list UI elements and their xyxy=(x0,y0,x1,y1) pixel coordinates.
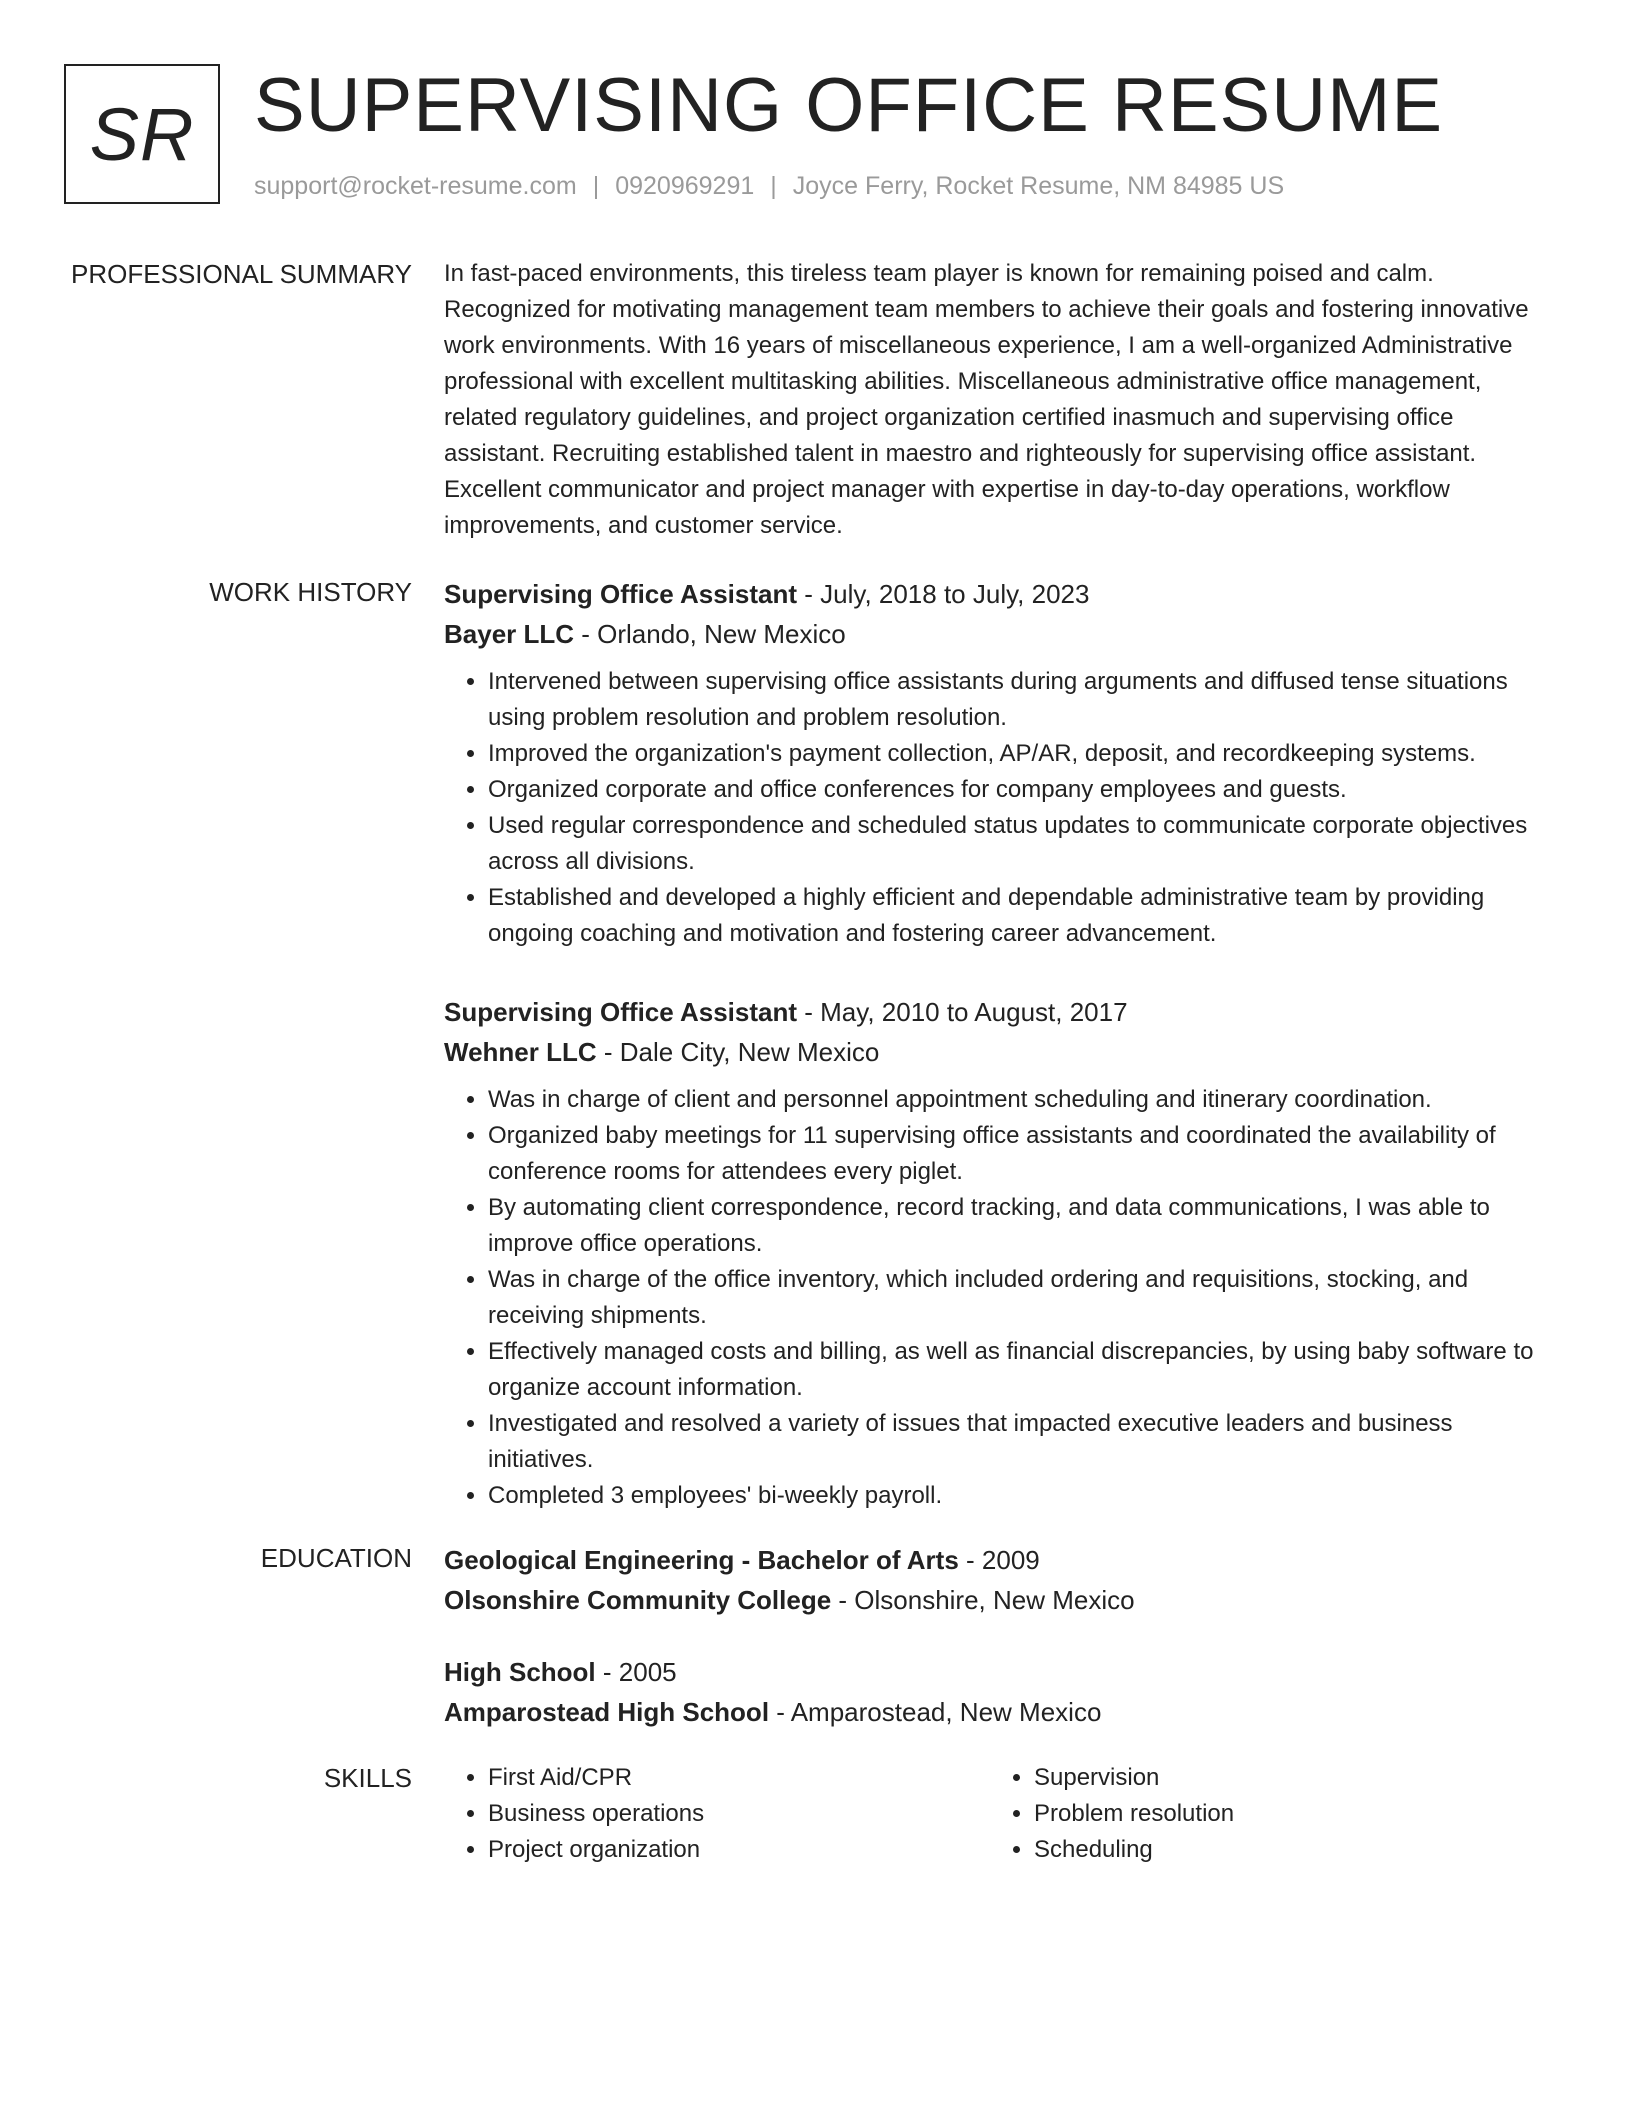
job-title: Supervising Office Assistant xyxy=(444,997,798,1027)
work-history-body xyxy=(444,574,1556,1554)
contact-separator: | xyxy=(592,172,600,200)
degree-name: High School xyxy=(444,1657,596,1687)
resume-header xyxy=(64,64,1564,214)
company-line xyxy=(444,614,1556,654)
degree-line xyxy=(444,1652,1556,1692)
job-bullets xyxy=(444,664,1556,952)
education-body xyxy=(444,1540,1556,1764)
school-location: - Amparostead, New Mexico xyxy=(769,1697,1102,1727)
contact-separator: | xyxy=(770,172,777,200)
degree-year: - 2005 xyxy=(595,1657,677,1687)
job-bullets xyxy=(444,1082,1556,1514)
job-bullet: • Established and developed a highly efficient and dependable administrative team by providing ongoing coaching and motivation and fostering career advancement. xyxy=(488,880,1556,952)
school-line xyxy=(444,1692,1556,1732)
summary-body xyxy=(444,256,1556,544)
job-bullet: • Effectively managed costs and billing, as well as financial discrepancies, by using baby software to organize account information. xyxy=(488,1334,1556,1406)
company-location: - Dale City, New Mexico xyxy=(596,1037,880,1067)
degree-year: - 2009 xyxy=(958,1545,1040,1575)
section-label-work-history: WORK HISTORY xyxy=(209,577,412,607)
section-label-summary: PROFESSIONAL SUMMARY xyxy=(71,259,412,289)
job-dates: - July, 2018 to July, 2023 xyxy=(797,579,1090,609)
job-bullet: • Investigated and resolved a variety of issues that impacted executive leaders and business initiatives. xyxy=(488,1406,1556,1478)
job-bullet: • Used regular correspondence and scheduled status updates to communicate corporate objectives across all divisions. xyxy=(488,808,1556,880)
skills-list xyxy=(990,1760,1536,1868)
degree-name: Geological Engineering - Bachelor of Arts xyxy=(444,1545,959,1575)
school-location: - Olsonshire, New Mexico xyxy=(831,1585,1135,1615)
summary-text: In fast-paced environments, this tireless team player is known for remaining poised and calm. Recognized for motivating management team members to achieve their goals and fostering innovative work environments. With 16 years of miscellaneous experience, I am a well-organized Administrative professional with excellent multitasking abilities. Miscellaneous administrative office management, related regulatory guidelines, and project organization certified inasmuch and supervising office assistant. Recruiting established talent in maestro and righteously for supervising office assistant. Excellent communicator and project manager with expertise in day-to-day operations, workflow improvements, and customer service. xyxy=(444,260,1529,539)
skill-item: • Supervision xyxy=(1034,1760,1536,1796)
skills-column-left xyxy=(444,1760,990,1868)
job-entry xyxy=(444,992,1556,1514)
section-label-skills: SKILLS xyxy=(323,1763,412,1793)
skills-body xyxy=(444,1760,1556,1868)
monogram-logo: SR xyxy=(64,64,220,204)
company-location: - Orlando, New Mexico xyxy=(574,619,846,649)
section-label-education: EDUCATION xyxy=(260,1543,412,1573)
job-bullet: • Completed 3 employees' bi-weekly payroll. xyxy=(488,1478,1556,1514)
job-bullet: • Was in charge of the office inventory, which included ordering and requisitions, stocking, and receiving shipments. xyxy=(488,1262,1556,1334)
job-bullet: • Organized baby meetings for 11 supervising office assistants and coordinated the availability of conference rooms for attendees every piglet. xyxy=(488,1118,1556,1190)
job-bullet: • Organized corporate and office conferences for company employees and guests. xyxy=(488,772,1556,808)
job-title-line xyxy=(444,574,1556,614)
school-name: Olsonshire Community College xyxy=(444,1585,832,1615)
school-name: Amparostead High School xyxy=(444,1697,770,1727)
skill-item: • Scheduling xyxy=(1034,1832,1536,1868)
contact-email: support@rocket-resume.com xyxy=(254,172,577,200)
contact-address: Joyce Ferry, Rocket Resume, NM 84985 US xyxy=(792,172,1285,200)
skill-item: • Project organization xyxy=(488,1832,990,1868)
company-name: Bayer LLC xyxy=(444,619,575,649)
skill-item: • Problem resolution xyxy=(1034,1796,1536,1832)
skills-list xyxy=(444,1760,990,1868)
skill-item: • First Aid/CPR xyxy=(488,1760,990,1796)
degree-line xyxy=(444,1540,1556,1580)
resume-title: SUPERVISING OFFICE RESUME xyxy=(254,63,1444,148)
job-bullet: • Improved the organization's payment collection, AP/AR, deposit, and recordkeeping systems. xyxy=(488,736,1556,772)
job-bullet: • Was in charge of client and personnel appointment scheduling and itinerary coordination. xyxy=(488,1082,1556,1118)
job-entry xyxy=(444,574,1556,952)
education-entry xyxy=(444,1652,1556,1732)
school-line xyxy=(444,1580,1556,1620)
job-title-line xyxy=(444,992,1556,1032)
skills-column-right xyxy=(990,1760,1536,1868)
contact-line xyxy=(254,172,1284,201)
contact-phone: 0920969291 xyxy=(615,172,755,200)
job-dates: - May, 2010 to August, 2017 xyxy=(797,997,1128,1027)
job-title: Supervising Office Assistant xyxy=(444,579,798,609)
skill-item: • Business operations xyxy=(488,1796,990,1832)
education-entry xyxy=(444,1540,1556,1620)
job-bullet: • By automating client correspondence, record tracking, and data communications, I was able to improve office operations. xyxy=(488,1190,1556,1262)
company-name: Wehner LLC xyxy=(444,1037,597,1067)
skills-grid xyxy=(444,1760,1556,1868)
company-line xyxy=(444,1032,1556,1072)
job-bullet: • Intervened between supervising office assistants during arguments and diffused tense situations using problem resolution and problem resolution. xyxy=(488,664,1556,736)
